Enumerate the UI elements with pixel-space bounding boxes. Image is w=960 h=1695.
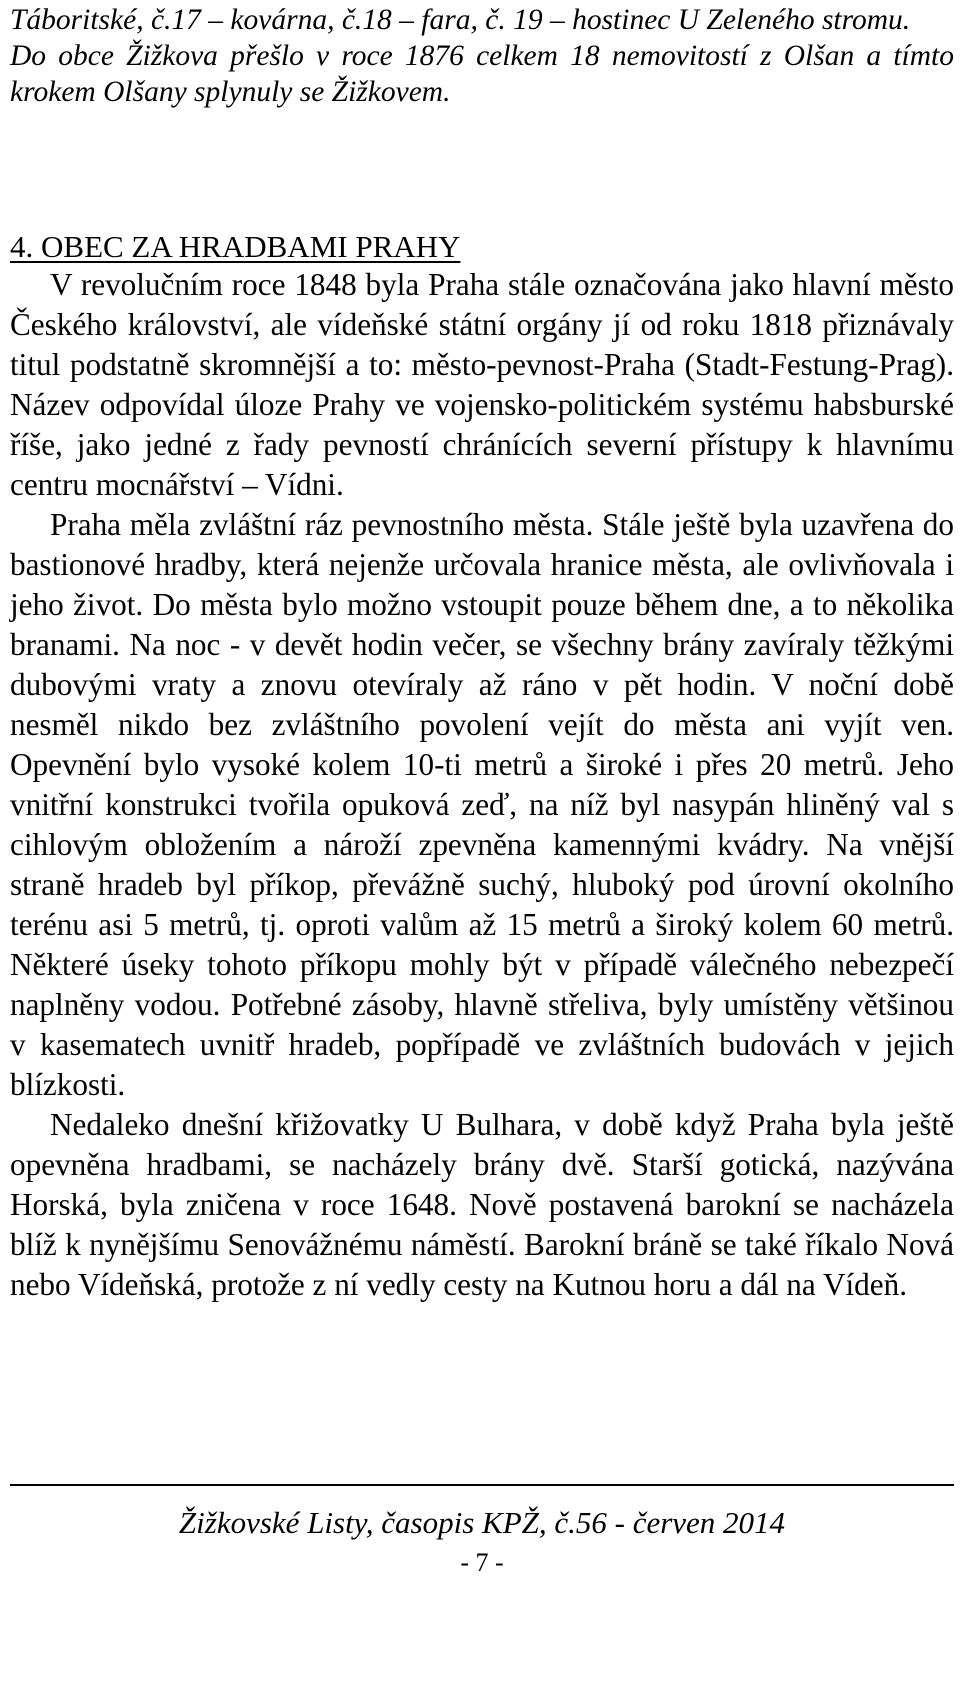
section-heading: 4. OBEC ZA HRADBAMI PRAHY bbox=[10, 229, 461, 264]
paragraph-fortifications: Praha měla zvláštní ráz pevnostního města. Stále ještě byla uzavřena do bastionové hradby, která nejenže určovala hranice města, ale ovlivňovala i jeho život. Do města bylo možno vstoupit pouze během dne, a to několika branami. Na noc - v devět hodin večer, se všechny brány zavíraly těžkými dubovými vraty a znovu otevíraly až ráno v pět hodin. V noční době nesměl nikdo bez zvláštního povolení vejít do města ani vyjít ven. Opevnění bylo vysoké kolem 10-ti metrů a široké i přes 20 metrů. Jeho vnitřní konstrukci tvořila opuková zeď, na níž byl nasypán hliněný val s cihlovým obložením a nároží zpevněna kamennými kvádry. Na vnější straně hradeb byl příkop, převážně suchý, hluboký pod úrovní okolního terénu asi 5 metrů, tj. oproti valům až 15 metrů a široký kolem 60 metrů. Některé úseky tohoto příkopu mohly být v případě válečného nebezpečí naplněny vodou. Potřebné zásoby, hlavně střeliva, byly umístěny většinou v kasematech uvnitř hradeb, popřípadě ve zvláštních budovách v jejich blízkosti. bbox=[10, 507, 954, 1102]
footer-divider bbox=[10, 1484, 954, 1486]
footer-publication: Žižkovské Listy, časopis KPŽ, č.56 - červen 2014 bbox=[178, 1505, 786, 1540]
intro-line-olsany: Do obce Žižkova přešlo v roce 1876 celkem 18 nemovitostí z Olšan a tímto krokem Olšany splynuly se Žižkovem. bbox=[10, 40, 954, 108]
paragraph-fortress-city: V revolučním roce 1848 byla Praha stále označována jako hlavní město Českého království, ale vídeňské státní orgány jí od roku 1818 přiznávaly titul podstatně skromnější a to: město-pevnost-Praha (Stadt-Festung-Prag). Název odpovídal úloze Prahy ve vojensko-politickém systému habsburské říše, jako jedné z řady pevností chránících severní přístupy k hlavnímu centru mocnářství – Vídni. bbox=[10, 267, 954, 502]
document-page bbox=[10, 0, 954, 1695]
page-number: - 7 - bbox=[460, 1548, 504, 1577]
section-body bbox=[10, 265, 954, 1305]
intro-line-buildings: Táboritské, č.17 – kovárna, č.18 – fara, č. 19 – hostinec U Zeleného stromu. bbox=[10, 4, 911, 36]
intro-text bbox=[10, 0, 954, 110]
paragraph-gates: Nedaleko dnešní křižovatky U Bulhara, v době když Praha byla ještě opevněna hradbami, se nacházely brány dvě. Starší gotická, nazývána Horská, byla zničena v roce 1648. Nově postavená barokní se nacházela blíž k nynějšímu Senovážnému náměstí. Barokní bráně se také říkalo Nová nebo Vídeňská, protože z ní vedly cesty na Kutnou horu a dál na Vídeň. bbox=[10, 1107, 954, 1302]
